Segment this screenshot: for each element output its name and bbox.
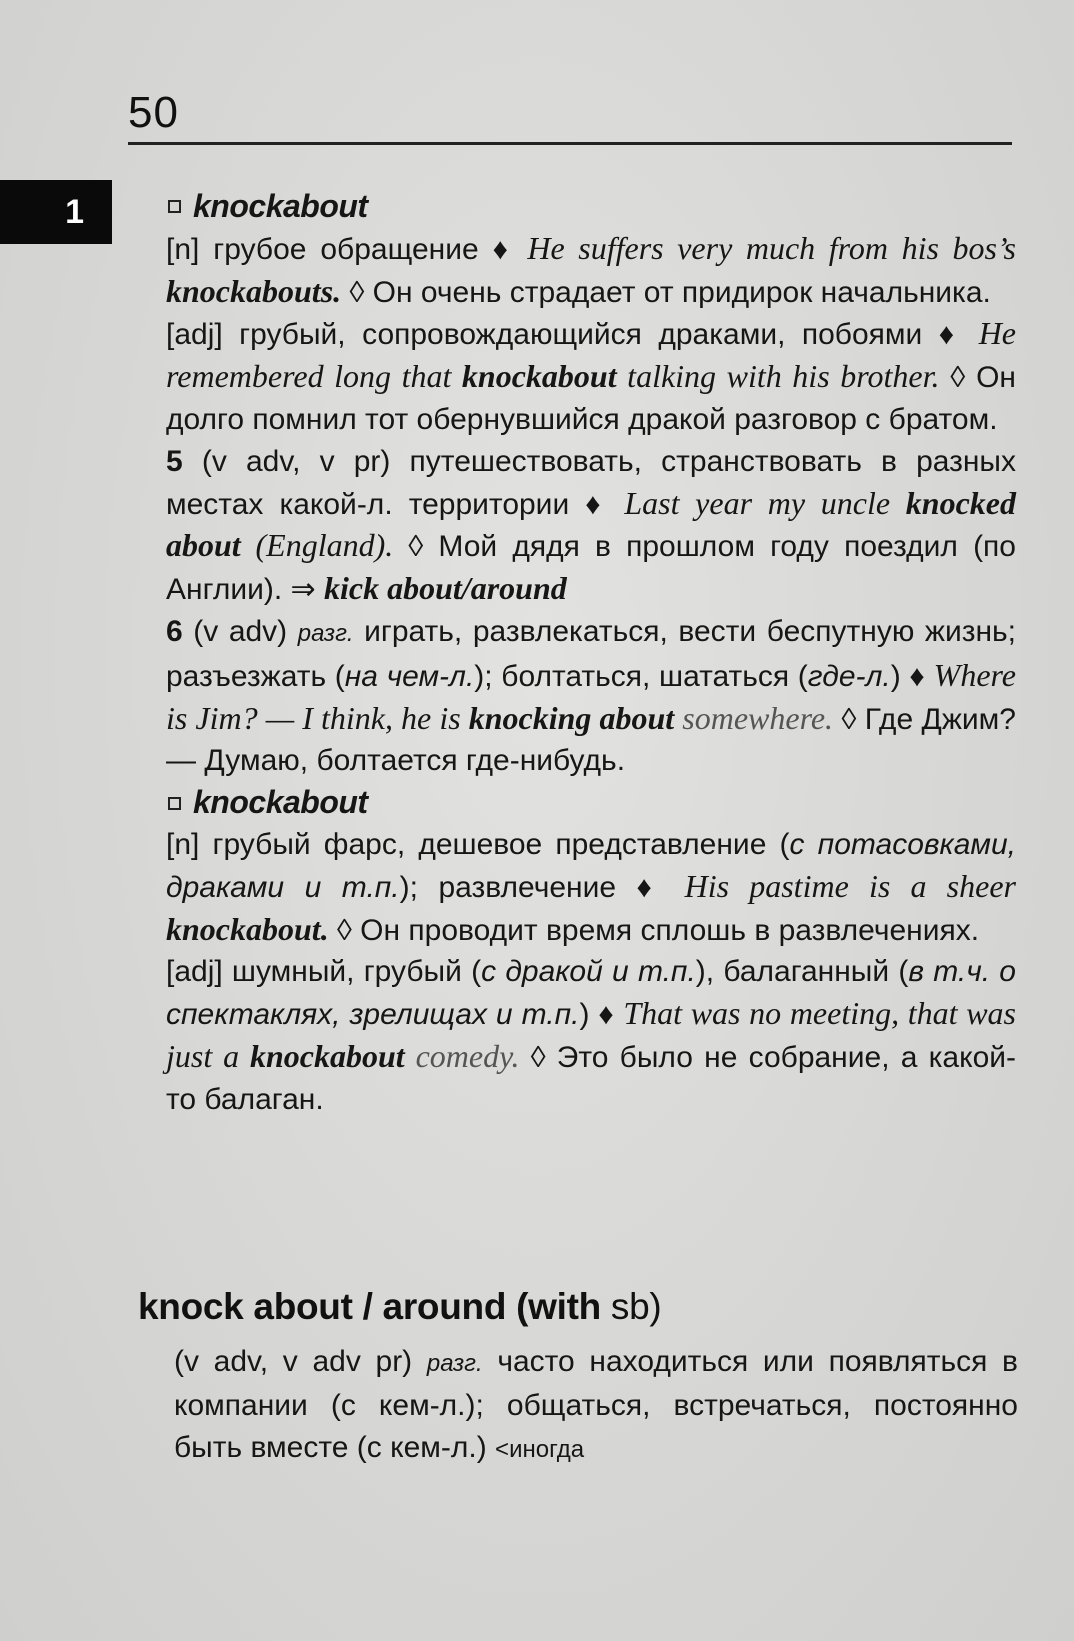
headword: knock about / around (with sb) xyxy=(138,1286,662,1327)
headword-definition: (v adv, v adv pr) разг. часто находиться или появляться в компании (с кем-л.); общаться, встречаться, постоянно быть вместе (с кем-л.) <иногда xyxy=(174,1345,1018,1464)
page-number: 50 xyxy=(128,88,179,137)
sense-5: 5 (v adv, v pr) путешествовать, странствовать в разных местах какой-л. территории ♦ Last year my uncle knocked about (England). ◊ Мой дядя в прошлом году поездил (по Англии). ⇒ kick about/around xyxy=(166,444,1016,607)
adjective-sense: [adj] грубый, сопровождающийся драками, побоями ♦ He remembered long that knockabout talking with his brother. ◊ Он долго помнил тот обернувшийся дракой разговор с братом. xyxy=(166,315,1016,436)
section-tab: 1 xyxy=(0,180,112,244)
headword-body xyxy=(174,1341,1018,1470)
entry-body xyxy=(166,186,1016,1121)
subentry-heading: knockabout xyxy=(166,782,1016,824)
square-bullet-icon xyxy=(168,797,181,810)
square-bullet-icon xyxy=(168,200,181,213)
sense-6: 6 (v adv) разг. играть, развлекаться, вести беспутную жизнь; разъезжать (на чем-л.); болтаться, шататься (где-л.) ♦ Where is Jim? — I think, he is knocking about somewhere. ◊ Где Джим? — Думаю, болтается где-нибудь. xyxy=(166,614,1016,778)
subentry-heading: knockabout xyxy=(166,186,1016,228)
noun-sense: [n] грубый фарс, дешевое представление (с потасовками, драками и т.п.); развлечение ♦ His pastime is a sheer knockabout. ◊ Он проводит время сплошь в развлечениях. xyxy=(166,827,1016,947)
noun-sense: [n] грубое обращение ♦ He suffers very much from his bos’s knockabouts. ◊ Он очень страдает от придирок начальника. xyxy=(166,229,1016,309)
header-rule xyxy=(128,142,1012,145)
adjective-sense: [adj] шумный, грубый (с дракой и т.п.), балаганный (в т.ч. о спектаклях, зрелищах и т.п.) ♦ That was no meeting, that was just a knockabout comedy. ◊ Это было не собрание, а какой-то балаган. xyxy=(166,955,1017,1116)
